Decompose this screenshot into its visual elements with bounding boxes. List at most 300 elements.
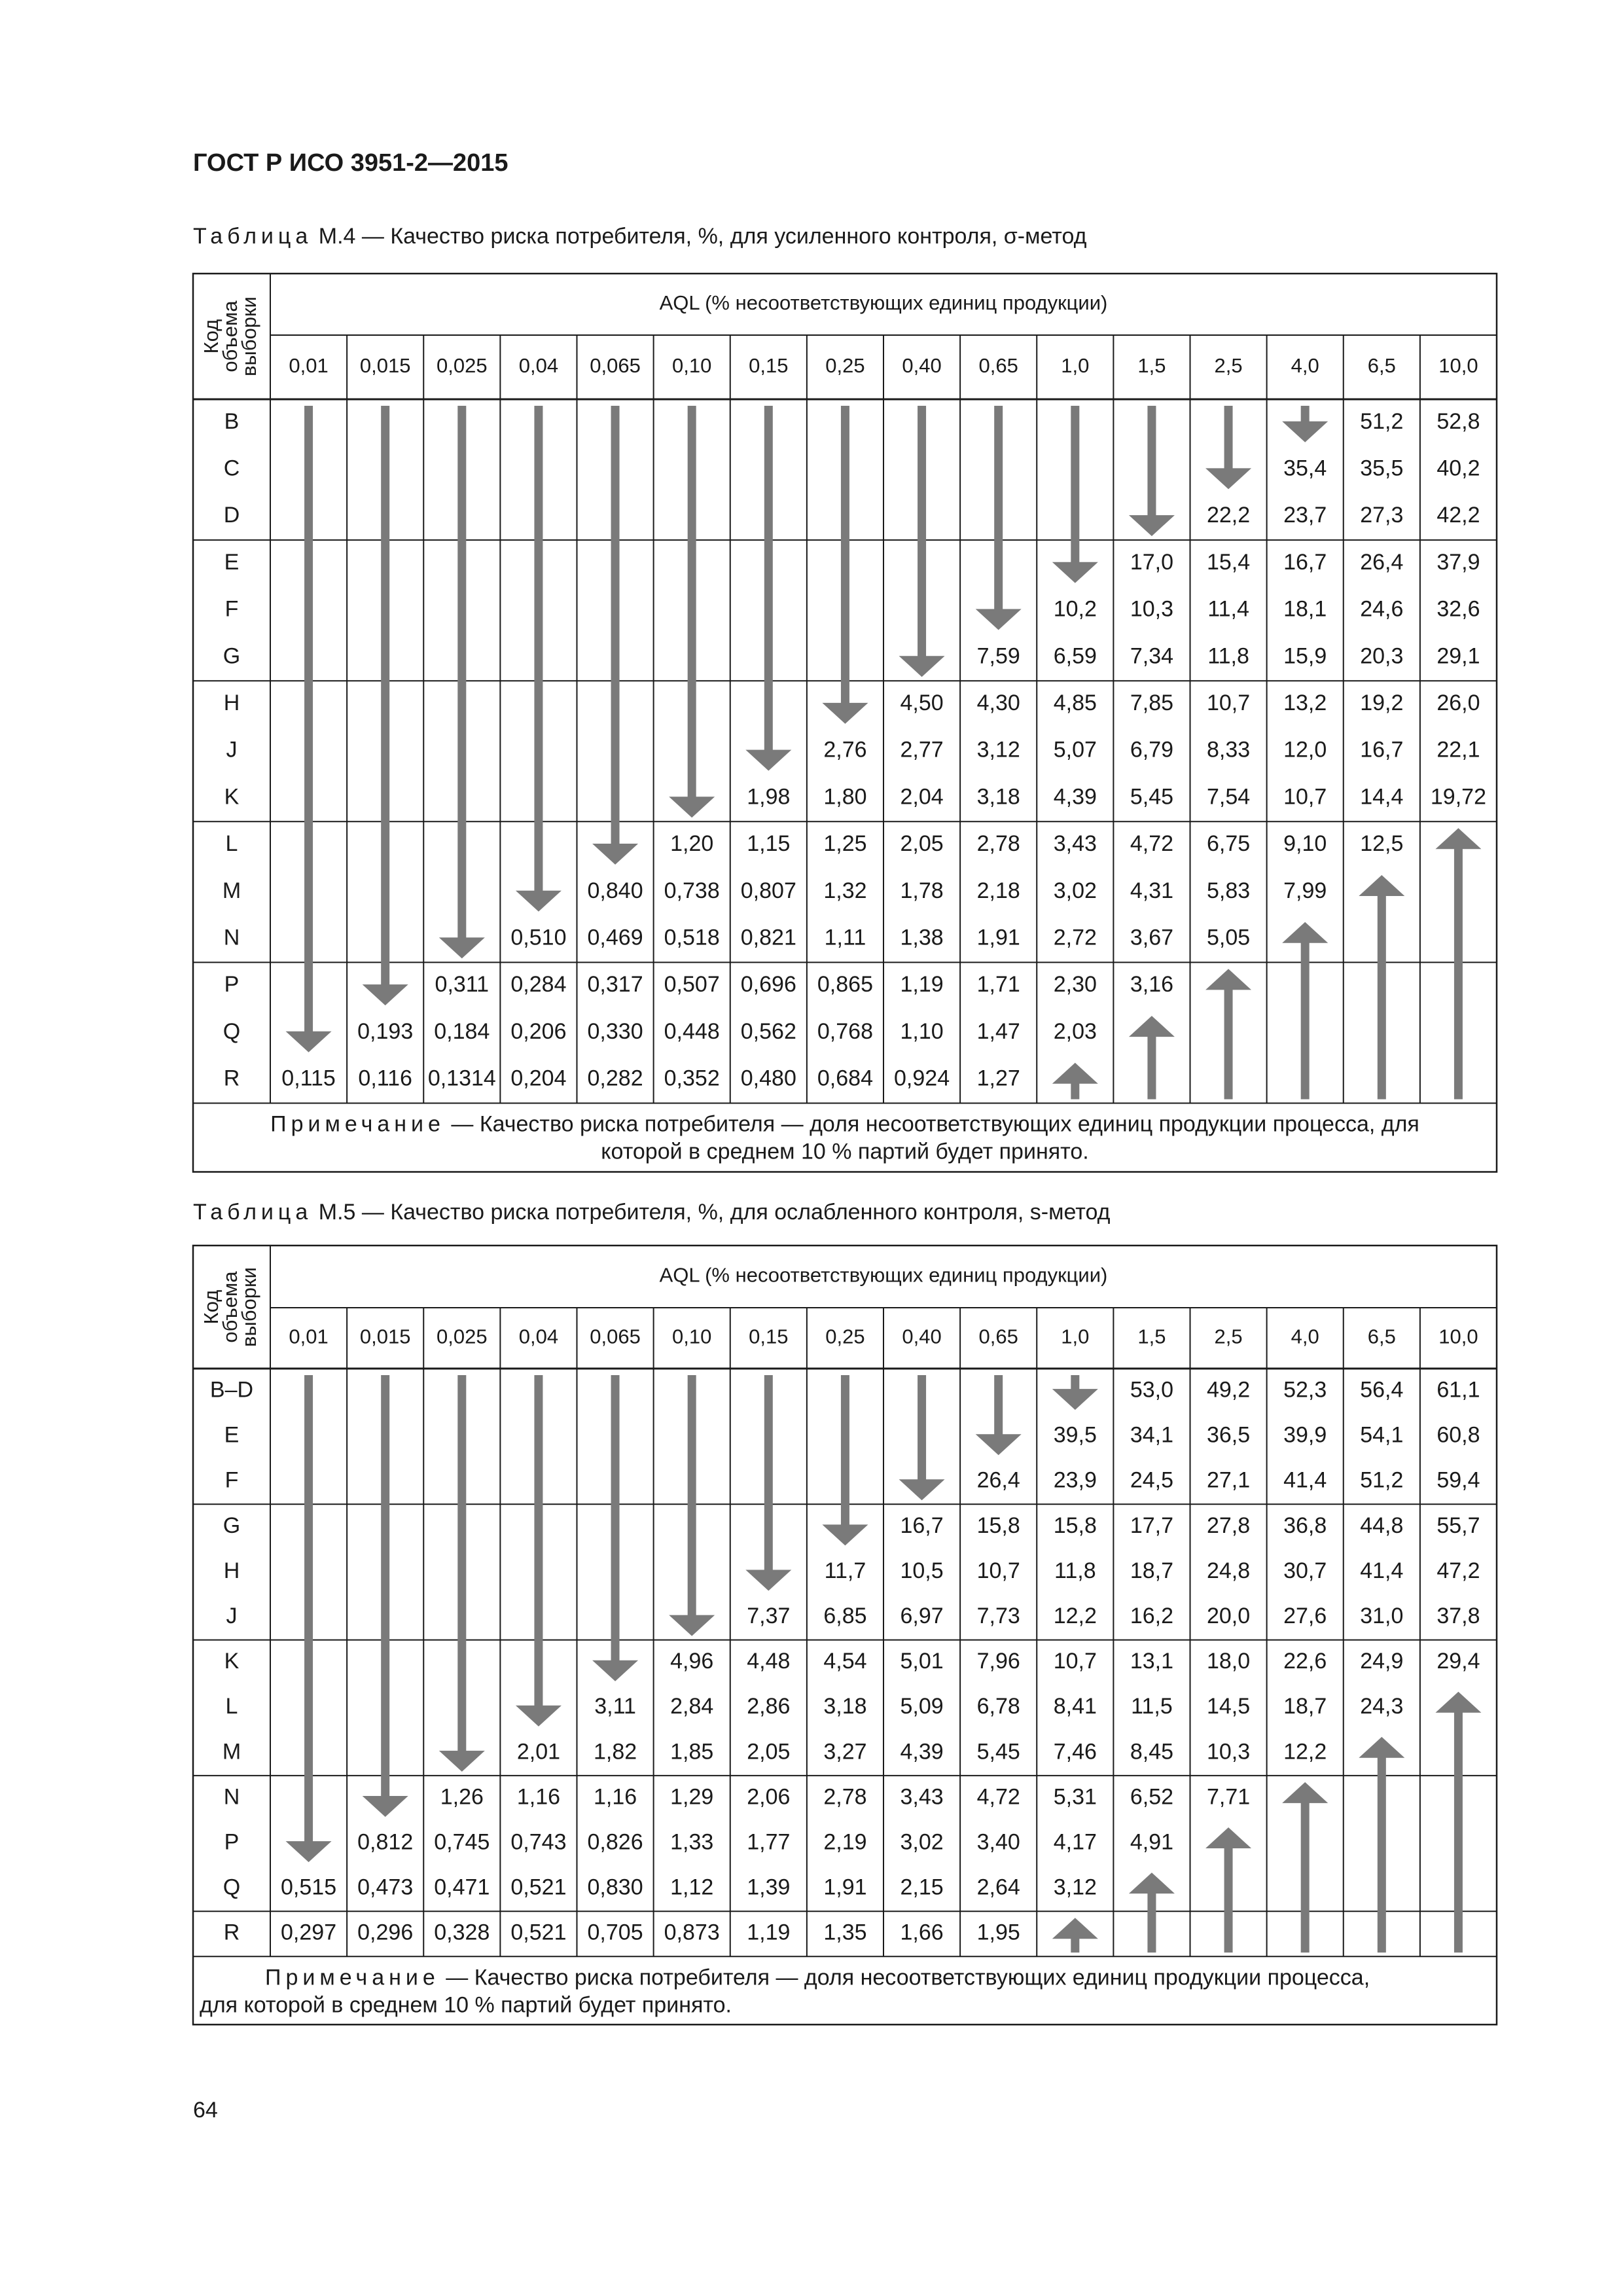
table-cell: 2,78: [823, 1784, 867, 1810]
table-cell: 2,05: [747, 1739, 791, 1765]
table-cell: 7,96: [976, 1649, 1020, 1674]
aql-level: 0,15: [749, 1325, 789, 1348]
aql-level: 0,015: [359, 1325, 411, 1348]
table-cell: 30,7: [1283, 1558, 1327, 1583]
table-cell: 0,562: [740, 1018, 796, 1044]
table-cell: 1,66: [900, 1920, 944, 1945]
table-cell: 4,17: [1053, 1829, 1097, 1855]
table-cell: 13,1: [1130, 1649, 1174, 1674]
aql-level: 1,5: [1137, 1325, 1166, 1348]
table-cell: 10,3: [1206, 1739, 1251, 1765]
table-cell: 4,30: [976, 691, 1020, 716]
table-cell: 18,7: [1283, 1694, 1327, 1719]
table-cell: 34,1: [1130, 1422, 1174, 1448]
table-cell: 0,193: [357, 1018, 414, 1044]
row-code: D: [223, 503, 240, 528]
table-cell: 35,5: [1360, 456, 1404, 481]
aql-level: 4,0: [1291, 354, 1319, 378]
table-cell: 4,72: [1130, 831, 1174, 857]
table-cell: 4,85: [1053, 691, 1097, 716]
aql-level: 0,025: [437, 354, 488, 378]
table-cell: 4,96: [670, 1649, 714, 1674]
aql-level: 0,25: [825, 1325, 865, 1348]
table-cell: 2,03: [1053, 1018, 1097, 1044]
table-cell: 31,0: [1360, 1604, 1404, 1629]
table-cell: 8,45: [1130, 1739, 1174, 1765]
arrow-down-icon: [899, 1375, 945, 1500]
table-cell: 1,95: [976, 1920, 1020, 1945]
note-label: Примечание: [270, 1111, 445, 1137]
table-cell: 0,448: [664, 1018, 720, 1044]
table-cell: 1,29: [670, 1784, 714, 1810]
table-cell: 53,0: [1130, 1377, 1174, 1403]
row-code: P: [224, 1829, 240, 1855]
row-code: F: [224, 596, 239, 622]
table-cell: 24,3: [1360, 1694, 1404, 1719]
aql-level: 0,01: [289, 354, 329, 378]
table-cell: 55,7: [1436, 1513, 1480, 1538]
table-cell: 51,2: [1360, 408, 1404, 434]
table-cell: 0,924: [894, 1066, 950, 1091]
table-cell: 3,43: [1053, 831, 1097, 857]
table-cell: 7,54: [1206, 784, 1251, 810]
table-cell: 5,45: [976, 1739, 1020, 1765]
table-cell: 15,9: [1283, 643, 1327, 669]
table-cell: 1,98: [747, 784, 791, 810]
table-cell: 35,4: [1283, 456, 1327, 481]
table-cell: 1,91: [976, 925, 1020, 950]
table-cell: 54,1: [1360, 1422, 1404, 1448]
table-cell: 9,10: [1283, 831, 1327, 857]
table-cell: 15,8: [976, 1513, 1020, 1538]
table-cell: 1,25: [823, 831, 867, 857]
table-cell: 0,840: [587, 878, 643, 903]
table-cell: 1,38: [900, 925, 944, 950]
table-cell: 12,5: [1360, 831, 1404, 857]
table-cell: 17,7: [1130, 1513, 1174, 1538]
table-cell: 2,86: [747, 1694, 791, 1719]
table-cell: 0,518: [664, 925, 720, 950]
row-code: R: [223, 1920, 240, 1945]
note-line: [265, 1965, 1370, 1990]
table-cell: 0,738: [664, 878, 720, 903]
table-cell: 18,7: [1130, 1558, 1174, 1583]
table-cell: 1,80: [823, 784, 867, 810]
table-cell: 19,72: [1430, 784, 1486, 810]
row-code: H: [223, 1558, 240, 1583]
table-cell: 1,82: [593, 1739, 637, 1765]
aql-level: 4,0: [1291, 1325, 1319, 1348]
table-cell: 3,27: [823, 1739, 867, 1765]
aql-header: AQL (% несоответствующих единиц продукции): [659, 1263, 1108, 1287]
row-code: E: [224, 549, 240, 575]
row-code: N: [223, 1784, 240, 1810]
table-cell: 29,1: [1436, 643, 1480, 669]
table-cell: 2,18: [976, 878, 1020, 903]
table-cell: 0,330: [587, 1018, 643, 1044]
table-cell: 56,4: [1360, 1377, 1404, 1403]
table-cell: 16,7: [1360, 737, 1404, 762]
arrow-up-icon: [1435, 1692, 1481, 1953]
table-cell: 6,75: [1206, 831, 1251, 857]
table-cell: 0,328: [434, 1920, 490, 1945]
table-cell: 7,71: [1206, 1784, 1251, 1810]
table-cell: 7,37: [747, 1604, 791, 1629]
table-cell: 3,12: [976, 737, 1020, 762]
table-cell: 1,32: [823, 878, 867, 903]
table-cell: 12,2: [1053, 1604, 1097, 1629]
row-code: B: [224, 408, 240, 434]
table-cell: 7,46: [1053, 1739, 1097, 1765]
row-code: Q: [223, 1874, 241, 1900]
table-cell: 0,807: [740, 878, 796, 903]
row-code: L: [225, 1694, 238, 1719]
table-cell: 24,6: [1360, 596, 1404, 622]
table-cell: 0,297: [281, 1920, 337, 1945]
arrow-up-icon: [1052, 1918, 1098, 1952]
page-number: 64: [193, 2098, 218, 2123]
table-cell: 13,2: [1283, 691, 1327, 716]
table-cell: 12,2: [1283, 1739, 1327, 1765]
table-cell: 26,4: [1360, 549, 1404, 575]
table-cell: 59,4: [1436, 1467, 1480, 1493]
table-cell: 0,515: [281, 1874, 337, 1900]
table-cell: 0,865: [817, 972, 873, 997]
table-cell: 16,7: [900, 1513, 944, 1538]
table-cell: 10,7: [976, 1558, 1020, 1583]
aql-level: 0,015: [359, 354, 411, 378]
table-cell: 0,282: [587, 1066, 643, 1091]
aql-level: 10,0: [1438, 1325, 1478, 1348]
table-cell: 1,47: [976, 1018, 1020, 1044]
table-cell: 1,11: [824, 925, 866, 950]
table-cell: 0,204: [510, 1066, 567, 1091]
table-cell: 11,8: [1207, 643, 1249, 669]
table-cell: 2,01: [516, 1739, 561, 1765]
caption-text: М.5 — Качество риска потребителя, %, для ослабленного контроля, s-метод: [312, 1200, 1111, 1225]
table-cell: 0,311: [435, 972, 490, 997]
code-header-line: Код: [200, 319, 223, 354]
aql-level: 1,0: [1061, 354, 1090, 378]
row-code: J: [226, 1604, 238, 1629]
table-cell: 2,78: [976, 831, 1020, 857]
table-cell: 5,01: [900, 1649, 944, 1674]
table-cell: 3,18: [823, 1694, 867, 1719]
table-cell: 0,184: [434, 1018, 490, 1044]
table-cell: 37,8: [1436, 1604, 1480, 1629]
table-cell: 0,743: [510, 1829, 567, 1855]
table-cell: 2,04: [900, 784, 944, 810]
arrow-up-icon: [1282, 1782, 1328, 1952]
table-cell: 5,09: [900, 1694, 944, 1719]
table-cell: 0,116: [358, 1066, 412, 1091]
arrow-down-icon: [592, 1375, 638, 1681]
table-cell: 3,43: [900, 1784, 944, 1810]
table-cell: 0,830: [587, 1874, 643, 1900]
table-cell: 6,59: [1053, 643, 1097, 669]
row-code: M: [222, 1739, 241, 1765]
table-cell: 5,31: [1053, 1784, 1097, 1810]
arrow-up-icon: [1205, 1827, 1251, 1952]
table-cell: 16,7: [1283, 549, 1327, 575]
aql-level: 1,0: [1061, 1325, 1090, 1348]
row-code: K: [224, 1649, 240, 1674]
table-cell: 0,317: [587, 972, 643, 997]
note-label: Примечание: [265, 1965, 440, 1990]
table-cell: 0,826: [587, 1829, 643, 1855]
table-cell: 0,696: [740, 972, 796, 997]
table-cell: 61,1: [1436, 1377, 1480, 1403]
table-cell: 4,31: [1130, 878, 1174, 903]
table-cell: 0,507: [664, 972, 720, 997]
aql-level: 0,01: [289, 1325, 329, 1348]
aql-level: 0,065: [590, 1325, 641, 1348]
table-cell: 2,30: [1053, 972, 1097, 997]
arrow-down-icon: [976, 1375, 1022, 1455]
table-cell: 3,02: [900, 1829, 944, 1855]
table-cell: 18,0: [1206, 1649, 1251, 1674]
table-cell: 51,2: [1360, 1467, 1404, 1493]
table-cell: 24,9: [1360, 1649, 1404, 1674]
table-cell: 26,0: [1436, 691, 1480, 716]
table-cell: 6,79: [1130, 737, 1174, 762]
table-cell: 7,85: [1130, 691, 1174, 716]
row-code: N: [223, 925, 240, 950]
table-cell: 14,5: [1206, 1694, 1251, 1719]
table-cell: 27,1: [1206, 1467, 1251, 1493]
table-cell: 1,91: [823, 1874, 867, 1900]
row-code: H: [223, 691, 240, 716]
table-cell: 29,4: [1436, 1649, 1480, 1674]
table-cell: 1,39: [747, 1874, 791, 1900]
code-header-line: выборки: [238, 296, 261, 376]
table-cell: 17,0: [1130, 549, 1174, 575]
table-cell: 4,39: [1053, 784, 1097, 810]
table-cell: 23,9: [1053, 1467, 1097, 1493]
table-cell: 7,99: [1283, 878, 1327, 903]
table-cell: 2,72: [1053, 925, 1097, 950]
table-cell: 19,2: [1360, 691, 1404, 716]
table-cell: 5,83: [1206, 878, 1251, 903]
aql-level: 6,5: [1367, 1325, 1396, 1348]
table-cell: 1,15: [747, 831, 791, 857]
table-cell: 1,19: [747, 1920, 791, 1945]
table-cell: 3,11: [594, 1694, 636, 1719]
table-cell: 3,18: [976, 784, 1020, 810]
table-cell: 37,9: [1436, 549, 1480, 575]
row-code: B–D: [209, 1377, 254, 1403]
arrow-up-icon: [1359, 1737, 1404, 1953]
table-cell: 3,40: [976, 1829, 1020, 1855]
table-cell: 2,77: [900, 737, 944, 762]
table-cell: 0,521: [510, 1920, 567, 1945]
aql-level: 0,10: [672, 1325, 712, 1348]
table-cell: 11,8: [1054, 1558, 1096, 1583]
aql-level: 2,5: [1214, 354, 1243, 378]
table-cell: 0,684: [817, 1066, 873, 1091]
table-cell: 3,16: [1130, 972, 1174, 997]
table-cell: 3,12: [1053, 1874, 1097, 1900]
arrow-down-icon: [1052, 1375, 1098, 1410]
arrow-down-icon: [286, 1375, 332, 1862]
table-cell: 2,06: [747, 1784, 791, 1810]
aql-level: 6,5: [1367, 354, 1396, 378]
aql-level: 10,0: [1438, 354, 1478, 378]
table-cell: 0,296: [357, 1920, 414, 1945]
table-cell: 0,510: [510, 925, 567, 950]
table-cell: 1,16: [516, 1784, 561, 1810]
table-cell: 27,6: [1283, 1604, 1327, 1629]
table-cell: 22,2: [1206, 503, 1251, 528]
table-cell: 1,33: [670, 1829, 714, 1855]
note-text: — Качество риска потребителя — доля несоответствующих единиц продукции процесса,: [439, 1965, 1370, 1990]
aql-level: 0,40: [902, 1325, 942, 1348]
table-cell: 3,02: [1053, 878, 1097, 903]
table-cell: 1,78: [900, 878, 944, 903]
table-cell: 7,59: [976, 643, 1020, 669]
table-cell: 36,5: [1206, 1422, 1251, 1448]
table-cell: 1,71: [976, 972, 1020, 997]
table-cell: 0,812: [357, 1829, 414, 1855]
document-header: ГОСТ Р ИСО 3951-2—2015: [193, 149, 508, 177]
table-cell: 10,5: [900, 1558, 944, 1583]
arrow-up-icon: [1129, 1873, 1175, 1952]
table-cell: 0,115: [281, 1066, 336, 1091]
table-cell: 40,2: [1436, 456, 1480, 481]
caption-label: Таблица: [193, 1200, 313, 1225]
row-code: R: [223, 1066, 240, 1091]
table-cell: 0,821: [740, 925, 796, 950]
note-text: — Качество риска потребителя — доля несоответствующих единиц продукции процесса, для: [444, 1111, 1419, 1137]
table-cell: 3,67: [1130, 925, 1174, 950]
arrow-down-icon: [669, 1375, 715, 1636]
table-cell: 15,4: [1206, 549, 1251, 575]
arrow-down-icon: [745, 1375, 791, 1591]
note-line: для которой в среднем 10 % партий будет принято.: [200, 1992, 732, 2018]
arrow-down-icon: [822, 1375, 868, 1545]
row-code: Q: [223, 1018, 241, 1044]
row-code: G: [223, 643, 241, 669]
table-cell: 2,15: [900, 1874, 944, 1900]
aql-level: 0,65: [978, 1325, 1018, 1348]
table-cell: 36,8: [1283, 1513, 1327, 1538]
table-cell: 10,7: [1053, 1649, 1097, 1674]
table-cell: 0,469: [587, 925, 643, 950]
table-cell: 6,52: [1130, 1784, 1174, 1810]
aql-level: 0,04: [518, 354, 559, 378]
table-cell: 0,745: [434, 1829, 490, 1855]
table-cell: 41,4: [1360, 1558, 1404, 1583]
aql-level: 0,025: [437, 1325, 488, 1348]
table-cell: 6,97: [900, 1604, 944, 1629]
table-cell: 5,45: [1130, 784, 1174, 810]
table-cell: 10,7: [1206, 691, 1251, 716]
table-cell: 52,3: [1283, 1377, 1327, 1403]
table-cell: 4,91: [1130, 1829, 1174, 1855]
table-cell: 27,8: [1206, 1513, 1251, 1538]
table-cell: 6,78: [976, 1694, 1020, 1719]
table-cell: 4,72: [976, 1784, 1020, 1810]
table-cell: 10,7: [1283, 784, 1327, 810]
aql-header: AQL (% несоответствующих единиц продукции): [659, 291, 1108, 315]
aql-level: 0,65: [978, 354, 1018, 378]
table-cell: 2,76: [823, 737, 867, 762]
table-cell: 0,471: [434, 1874, 490, 1900]
table-cell: 8,33: [1206, 737, 1251, 762]
code-header-line: объема: [219, 300, 242, 372]
table-cell: 5,07: [1053, 737, 1097, 762]
table-cell: 4,39: [900, 1739, 944, 1765]
table-cell: 0,480: [740, 1066, 796, 1091]
table-cell: 44,8: [1360, 1513, 1404, 1538]
table-cell: 0,1314: [427, 1066, 496, 1091]
arrow-down-icon: [516, 1375, 562, 1727]
table-cell: 41,4: [1283, 1467, 1327, 1493]
table-cell: 0,768: [817, 1018, 873, 1044]
table-cell: 0,521: [510, 1874, 567, 1900]
table-cell: 15,8: [1053, 1513, 1097, 1538]
table-cell: 5,05: [1206, 925, 1251, 950]
table-cell: 20,3: [1360, 643, 1404, 669]
row-code: F: [224, 1467, 239, 1493]
table-cell: 10,3: [1130, 596, 1174, 622]
table-cell: 24,8: [1206, 1558, 1251, 1583]
code-header-line: выборки: [238, 1267, 261, 1347]
row-code: K: [224, 784, 240, 810]
code-header: [200, 1267, 260, 1347]
table-cell: 0,284: [510, 972, 567, 997]
table-cell: 26,4: [976, 1467, 1020, 1493]
table-cell: 52,8: [1436, 408, 1480, 434]
table-cell: 0,352: [664, 1066, 720, 1091]
table-cell: 22,6: [1283, 1649, 1327, 1674]
table-cell: 12,0: [1283, 737, 1327, 762]
table-cell: 0,473: [357, 1874, 414, 1900]
table-cell: 47,2: [1436, 1558, 1480, 1583]
table-cell: 49,2: [1206, 1377, 1251, 1403]
table-cell: 1,16: [593, 1784, 637, 1810]
table-cell: 2,84: [670, 1694, 714, 1719]
row-code: L: [225, 831, 238, 857]
aql-level: 0,40: [902, 354, 942, 378]
table-cell: 4,48: [747, 1649, 791, 1674]
table-cell: 7,34: [1130, 643, 1174, 669]
table-cell: 1,20: [670, 831, 714, 857]
table-cell: 14,4: [1360, 784, 1404, 810]
table-cell: 2,64: [976, 1874, 1020, 1900]
arrow-down-icon: [439, 1375, 485, 1772]
table-cell: 42,2: [1436, 503, 1480, 528]
row-code: C: [223, 456, 240, 481]
table-cell: 32,6: [1436, 596, 1480, 622]
table-cell: 39,5: [1053, 1422, 1097, 1448]
table-cell: 60,8: [1436, 1422, 1480, 1448]
table-cell: 20,0: [1206, 1604, 1251, 1629]
table-cell: 2,19: [823, 1829, 867, 1855]
row-code: P: [224, 972, 240, 997]
caption-text: М.4 — Качество риска потребителя, %, для усиленного контроля, σ-метод: [312, 224, 1087, 249]
aql-level: 0,15: [749, 354, 789, 378]
table-cell: 23,7: [1283, 503, 1327, 528]
table-cell: 7,73: [976, 1604, 1020, 1629]
table-cell: 1,85: [670, 1739, 714, 1765]
table-cell: 24,5: [1130, 1467, 1174, 1493]
table-cell: 10,2: [1053, 596, 1097, 622]
table-cell: 1,26: [440, 1784, 484, 1810]
table-cell: 0,705: [587, 1920, 643, 1945]
code-header-line: объема: [219, 1271, 242, 1343]
table-cell: 6,85: [823, 1604, 867, 1629]
